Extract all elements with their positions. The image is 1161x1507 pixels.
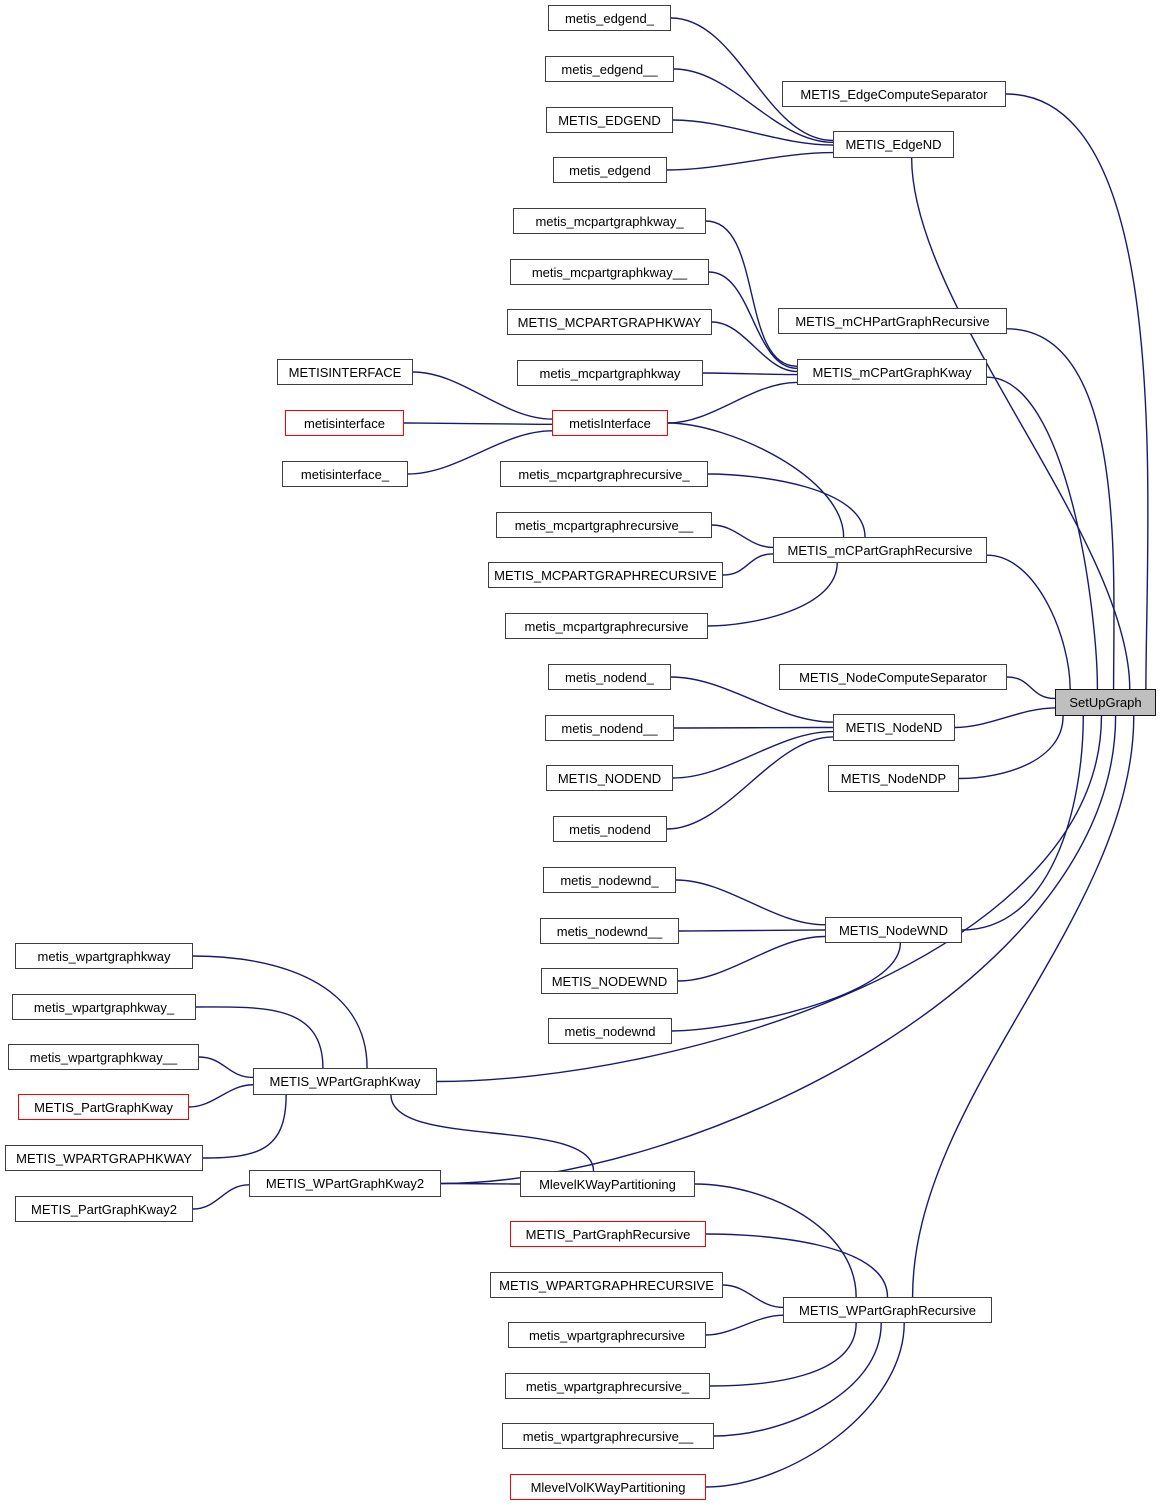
- graph-node-metis_mcpartgraphkway[interactable]: metis_mcpartgraphkway: [517, 360, 703, 386]
- graph-node-metis_wpartgraphkway__[interactable]: metis_wpartgraphkway__: [8, 1044, 199, 1070]
- edge-METIS_NodeWND-to-SetUpGraph: [962, 716, 1083, 930]
- edge-metis_wpartgraphrecursive_-to-METIS_WPartGraphRecursive: [710, 1323, 856, 1386]
- graph-node-METIS_WPARTGRAPHKWAY[interactable]: METIS_WPARTGRAPHKWAY: [5, 1145, 203, 1171]
- edge-metis_wpartgraphkway_-to-METIS_WPartGraphKway: [196, 1007, 323, 1068]
- graph-node-metis_wpartgraphkway[interactable]: metis_wpartgraphkway: [15, 943, 193, 969]
- graph-node-METIS_WPARTGRAPHRECURSIVE[interactable]: METIS_WPARTGRAPHRECURSIVE: [490, 1272, 723, 1298]
- graph-node-METIS_MCPARTGRAPHRECURSIVE[interactable]: METIS_MCPARTGRAPHRECURSIVE: [488, 562, 723, 588]
- edge-metis_mcpartgraphrecursive__-to-METIS_mCPartGraphRecursive: [712, 525, 773, 547]
- edge-metis_nodend-to-METIS_NodeND: [667, 737, 833, 829]
- graph-node-metis_wpartgraphrecursive__[interactable]: metis_wpartgraphrecursive__: [502, 1423, 714, 1449]
- edge-metis_edgend_-to-METIS_EdgeND: [671, 18, 833, 140]
- graph-node-METIS_NodeND[interactable]: METIS_NodeND: [833, 714, 955, 741]
- graph-node-metis_edgend_[interactable]: metis_edgend_: [548, 5, 671, 31]
- graph-node-METIS_PartGraphRecursive[interactable]: METIS_PartGraphRecursive: [510, 1221, 706, 1247]
- edge-metisInterface-to-METIS_mCPartGraphKway: [668, 382, 797, 423]
- graph-node-MlevelKWayPartitioning[interactable]: MlevelKWayPartitioning: [520, 1171, 695, 1197]
- edge-METIS_MCPARTGRAPHRECURSIVE-to-METIS_mCPartGraphRecursive: [723, 554, 773, 575]
- edge-metisinterface-to-metisInterface: [404, 423, 552, 424]
- graph-node-METIS_EdgeComputeSeparator[interactable]: METIS_EdgeComputeSeparator: [782, 81, 1006, 107]
- graph-node-METIS_mCHPartGraphRecursive[interactable]: METIS_mCHPartGraphRecursive: [778, 308, 1007, 334]
- graph-node-METIS_mCPartGraphRecursive[interactable]: METIS_mCPartGraphRecursive: [773, 537, 987, 563]
- edge-METIS_NodeComputeSeparator-to-SetUpGraph: [1007, 677, 1055, 698]
- edge-metis_nodewnd__-to-METIS_NodeWND: [679, 930, 825, 931]
- edge-METIS_WPARTGRAPHRECURSIVE-to-METIS_WPartGraphRecursive: [723, 1285, 783, 1307]
- edge-METIS_EdgeComputeSeparator-to-SetUpGraph: [1006, 94, 1148, 689]
- graph-node-metis_nodewnd__[interactable]: metis_nodewnd__: [540, 918, 679, 944]
- edge-METIS_WPartGraphKway2-to-SetUpGraph: [441, 716, 1116, 1184]
- edge-METIS_EDGEND-to-METIS_EdgeND: [673, 120, 833, 145]
- edge-MlevelVolKWayPartitioning-to-METIS_WPartGraphRecursive: [706, 1323, 904, 1487]
- edge-metis_mcpartgraphrecursive_-to-METIS_mCPartGraphRecursive: [708, 474, 865, 537]
- graph-node-metis_wpartgraphrecursive_[interactable]: metis_wpartgraphrecursive_: [505, 1373, 710, 1399]
- graph-node-METIS_PartGraphKway2[interactable]: METIS_PartGraphKway2: [15, 1196, 193, 1222]
- edge-metis_nodend__-to-METIS_NodeND: [674, 728, 833, 729]
- edge-metis_mcpartgraphkway-to-METIS_mCPartGraphKway: [703, 373, 797, 375]
- edge-METIS_NODEND-to-METIS_NodeND: [673, 732, 833, 778]
- edge-metis_nodewnd_-to-METIS_NodeWND: [676, 880, 825, 925]
- edge-metis_mcpartgraphrecursive-to-METIS_mCPartGraphRecursive: [708, 563, 837, 626]
- graph-node-METIS_WPartGraphKway2[interactable]: METIS_WPartGraphKway2: [249, 1170, 441, 1197]
- graph-node-METIS_NodeWND[interactable]: METIS_NodeWND: [825, 917, 962, 943]
- graph-node-metis_mcpartgraphkway_[interactable]: metis_mcpartgraphkway_: [513, 208, 706, 234]
- graph-node-metis_wpartgraphrecursive[interactable]: metis_wpartgraphrecursive: [508, 1322, 706, 1348]
- edge-METIS_NODEWND-to-METIS_NodeWND: [678, 937, 825, 982]
- focus-node-SetUpGraph: SetUpGraph: [1055, 689, 1156, 716]
- graph-node-METIS_EDGEND[interactable]: METIS_EDGEND: [546, 107, 673, 133]
- edge-METIS_NodeND-to-SetUpGraph: [955, 708, 1055, 728]
- edge-metis_wpartgraphrecursive__-to-METIS_WPartGraphRecursive: [714, 1323, 881, 1436]
- graph-node-METISINTERFACE[interactable]: METISINTERFACE: [277, 359, 413, 385]
- graph-node-metis_wpartgraphkway_[interactable]: metis_wpartgraphkway_: [12, 994, 196, 1020]
- graph-node-METIS_NodeComputeSeparator[interactable]: METIS_NodeComputeSeparator: [779, 664, 1007, 690]
- graph-node-METIS_WPartGraphKway[interactable]: METIS_WPartGraphKway: [253, 1068, 437, 1095]
- graph-node-METIS_WPartGraphRecursive[interactable]: METIS_WPartGraphRecursive: [783, 1297, 992, 1323]
- graph-node-metis_nodewnd_[interactable]: metis_nodewnd_: [543, 867, 676, 893]
- graph-node-METIS_EdgeND[interactable]: METIS_EdgeND: [833, 131, 954, 158]
- graph-node-METIS_NODEWND[interactable]: METIS_NODEWND: [541, 968, 678, 994]
- edge-METIS_WPartGraphKway-to-MlevelKWayPartitioning: [391, 1095, 594, 1171]
- graph-node-metis_nodend[interactable]: metis_nodend: [553, 816, 667, 842]
- graph-node-metisinterface_[interactable]: metisinterface_: [282, 461, 408, 487]
- graph-node-metisinterface[interactable]: metisinterface: [285, 410, 404, 436]
- graph-node-METIS_mCPartGraphKway[interactable]: METIS_mCPartGraphKway: [797, 359, 987, 385]
- graph-node-metis_nodend__[interactable]: metis_nodend__: [545, 715, 674, 741]
- graph-node-metis_mcpartgraphrecursive_[interactable]: metis_mcpartgraphrecursive_: [500, 461, 708, 487]
- edge-metis_wpartgraphkway__-to-METIS_WPartGraphKway: [199, 1057, 253, 1077]
- edge-METIS_WPartGraphKway-to-SetUpGraph: [437, 716, 1101, 1082]
- edge-METIS_PartGraphKway2-to-METIS_WPartGraphKway2: [193, 1185, 249, 1209]
- graph-node-metis_nodend_[interactable]: metis_nodend_: [548, 664, 671, 690]
- edge-METIS_PartGraphKway-to-METIS_WPartGraphKway: [189, 1085, 253, 1107]
- graph-node-metis_edgend__[interactable]: metis_edgend__: [545, 56, 674, 82]
- graph-node-METIS_NODEND[interactable]: METIS_NODEND: [546, 765, 673, 791]
- graph-node-METIS_PartGraphKway[interactable]: METIS_PartGraphKway: [18, 1094, 189, 1120]
- graph-node-metis_mcpartgraphrecursive[interactable]: metis_mcpartgraphrecursive: [505, 613, 708, 639]
- graph-node-metisInterface[interactable]: metisInterface: [552, 410, 668, 436]
- graph-node-metis_edgend[interactable]: metis_edgend: [553, 157, 667, 183]
- edge-metis_edgend-to-METIS_EdgeND: [667, 153, 833, 170]
- edge-metis_wpartgraphrecursive-to-METIS_WPartGraphRecursive: [706, 1315, 783, 1335]
- graph-node-metis_mcpartgraphkway__[interactable]: metis_mcpartgraphkway__: [510, 259, 709, 285]
- graph-node-METIS_MCPARTGRAPHKWAY[interactable]: METIS_MCPARTGRAPHKWAY: [507, 309, 712, 335]
- graph-node-metis_mcpartgraphrecursive__[interactable]: metis_mcpartgraphrecursive__: [496, 512, 712, 538]
- edge-METIS_WPARTGRAPHKWAY-to-METIS_WPartGraphKway: [203, 1095, 286, 1158]
- graph-node-MlevelVolKWayPartitioning[interactable]: MlevelVolKWayPartitioning: [510, 1474, 706, 1500]
- edge-METIS_PartGraphRecursive-to-METIS_WPartGraphRecursive: [706, 1234, 888, 1297]
- graph-node-METIS_NodeNDP[interactable]: METIS_NodeNDP: [828, 765, 959, 792]
- graph-node-metis_nodewnd[interactable]: metis_nodewnd: [548, 1018, 672, 1044]
